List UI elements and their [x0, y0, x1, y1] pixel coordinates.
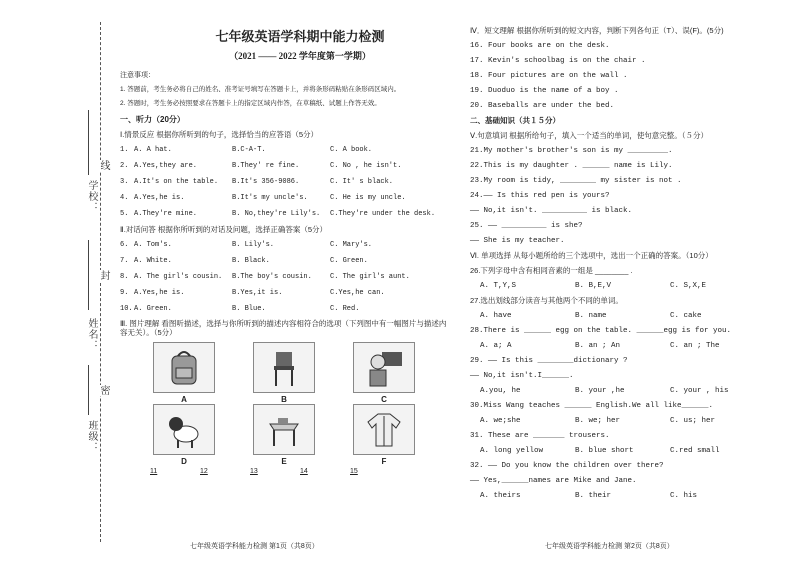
part1-instructions: Ⅰ.情景反应 根据你所听到的句子，选择恰当的应答语（5分）	[120, 129, 319, 139]
options-26: A. T,Y,S B. B,E,V C. S,X,E	[480, 282, 707, 290]
options-30: A. we;she B. we; her C. us; her	[480, 417, 716, 425]
name-field[interactable]	[88, 240, 89, 310]
seal-mark-line: 线	[98, 160, 109, 171]
school-field[interactable]	[88, 110, 89, 175]
statement-item: 18. Four pictures are on the wall .	[470, 72, 628, 80]
picture-b: B	[234, 342, 334, 404]
part6-instructions: Ⅵ. 单项选择 从每小题所给的三个选项中，选出一个正确的答案。（10分）	[470, 251, 713, 260]
picture-grid	[134, 342, 434, 466]
desk-icon	[253, 404, 315, 455]
picture-a: A	[134, 342, 234, 404]
section2-title: 二、基础知识（共１５分）	[470, 116, 560, 125]
part2-instructions: Ⅱ.对话问答 根据你所听到的对话及问题，选择正确答案（5分）	[120, 224, 328, 234]
seal-mark-seal: 封	[98, 270, 109, 281]
question-29-reply: —— No,it isn't.I______.	[470, 372, 574, 380]
question-row: 5. A.They're mine. B. No,they're Lily's. C.They're under the desk.	[120, 209, 436, 218]
binding-margin	[0, 0, 108, 561]
right-column	[470, 26, 780, 546]
exam-subtitle: （2021 —— 2022 学年度第一学期）	[229, 51, 371, 61]
fill-item: —— No,it isn't. __________ is black.	[470, 207, 633, 215]
class-label: 班级：	[86, 420, 97, 453]
question-26: 26.下列字母中含有相同音素的一组是 ________ .	[470, 266, 633, 275]
options-31: A. long yellow B. blue short C.red small	[480, 447, 720, 455]
listening-section-title: 一、听力（20分）	[120, 114, 185, 124]
question-27: 27.选出划线部分读音与其他两个不同的单词。	[470, 296, 623, 305]
options-32: A. theirs B. their C. his	[480, 492, 698, 500]
jacket-icon	[353, 404, 415, 455]
question-row: 8. A. The girl's cousin. B.The boy's cousin. C. The girl's aunt.	[120, 272, 410, 281]
statement-item: 17. Kevin's schoolbag is on the chair .	[470, 57, 646, 65]
question-row: 10. A. Green. B. Blue. C. Red.	[120, 304, 360, 313]
question-row: 4. A.Yes,he is. B.It's my uncle's. C. He is my uncle.	[120, 193, 406, 202]
question-28: 28.There is ______ egg on the table. ______egg is for you.	[470, 327, 732, 335]
part5-instructions: Ⅴ.句意填词 根据所给句子，填入一个适当的单词，使句意完整。（５分）	[470, 131, 709, 140]
question-32-reply: —— Yes,______names are Mike and Jane.	[470, 477, 637, 485]
fill-item: 21.My mother's brother's son is my _________.	[470, 147, 673, 155]
notice-heading: 注意事项：	[120, 72, 155, 79]
school-label: 学校：	[86, 180, 97, 213]
teacher-icon	[353, 342, 415, 393]
part4-instructions: Ⅳ．短文理解 根据你所听到的短文内容，判断下列各句正（T）、误(F)。(5分)	[470, 26, 724, 35]
left-column	[120, 26, 450, 546]
question-row: 3. A.It's on the table. B.It's 356-9086. C. It' s black.	[120, 177, 394, 186]
question-32: 32. —— Do you know the children over there?	[470, 462, 664, 470]
question-row: 9. A.Yes,he is. B.Yes,it is. C.Yes,he can.	[120, 288, 385, 297]
exam-title: 七年级英语学科期中能力检测	[215, 29, 385, 44]
question-row: 6. A. Tom's. B. Lily's. C. Mary's.	[120, 240, 373, 249]
options-28: A. a; A B. an ; An C. an ; The	[480, 342, 720, 350]
question-row: 7. A. White. B. Black. C. Green.	[120, 256, 368, 265]
footer-page-2: 七年级英语学科能力检测 第2页（共8页）	[545, 543, 674, 550]
footer-page-1: 七年级英语学科能力检测 第1页（共8页）	[190, 543, 319, 550]
part3-instructions: Ⅲ. 图片理解 看图听描述，选择与你所听到的描述内容相符合的选项（下列图中有一幅图片与描述内容无关）。（5分）	[120, 318, 447, 338]
seal-mark-secret: 密	[98, 385, 109, 396]
answer-blank[interactable]: 14	[300, 468, 308, 476]
question-row: 2. A.Yes,they are. B.They' re fine. C. No , he isn't.	[120, 161, 402, 170]
answer-blank[interactable]: 15	[350, 468, 358, 476]
answer-blanks	[150, 468, 450, 475]
binding-dashed-line	[100, 22, 101, 542]
answer-blank[interactable]: 11	[150, 468, 158, 476]
class-field[interactable]	[88, 365, 89, 415]
question-30: 30.Miss Wang teaches ______ English.We all like______.	[470, 402, 714, 410]
notice-item-2: 2. 答题时，考生务必按照要求在答题卡上的指定区域内作答，在草稿纸、试题上作答无效。	[120, 99, 381, 107]
backpack-icon	[153, 342, 215, 393]
question-31: 31. These are _______ trousers.	[470, 432, 610, 440]
fill-item: 24.—— Is this red pen is yours?	[470, 192, 610, 200]
picture-f: F	[334, 404, 434, 466]
picture-d: D	[134, 404, 234, 466]
options-27: A. have B. name C. cake	[480, 312, 702, 320]
picture-e: E	[234, 404, 334, 466]
notice-item-1: 1. 答题前，考生务必将自己的姓名、准考证号填写在答题卡上，并将条形码粘贴在条形码区域内。	[120, 86, 401, 93]
statement-item: 20. Baseballs are under the bed.	[470, 102, 615, 110]
fill-item: 23.My room is tidy, ________ my sister is not .	[470, 177, 682, 185]
name-label: 姓名：	[86, 318, 97, 351]
answer-blank[interactable]: 12	[200, 468, 208, 476]
fill-item: 22.This is my daughter . ______ name is Lily.	[470, 162, 673, 170]
answer-blank[interactable]: 13	[250, 468, 258, 476]
picture-c: C	[334, 342, 434, 404]
question-29: 29. —— Is this ________dictionary ?	[470, 357, 628, 365]
options-29: A.you, he B. your ,he C. your , his	[480, 387, 729, 395]
statement-item: 19. Duoduo is the name of a boy .	[470, 87, 619, 95]
dog-icon	[153, 404, 215, 455]
fill-item: —— She is my teacher.	[470, 237, 565, 245]
chair-icon	[253, 342, 315, 393]
fill-item: 25. —— __________ is she?	[470, 222, 583, 230]
statement-item: 16. Four books are on the desk.	[470, 42, 610, 50]
question-row: 1. A. A hat. B.C-A-T. C. A book.	[120, 145, 373, 154]
